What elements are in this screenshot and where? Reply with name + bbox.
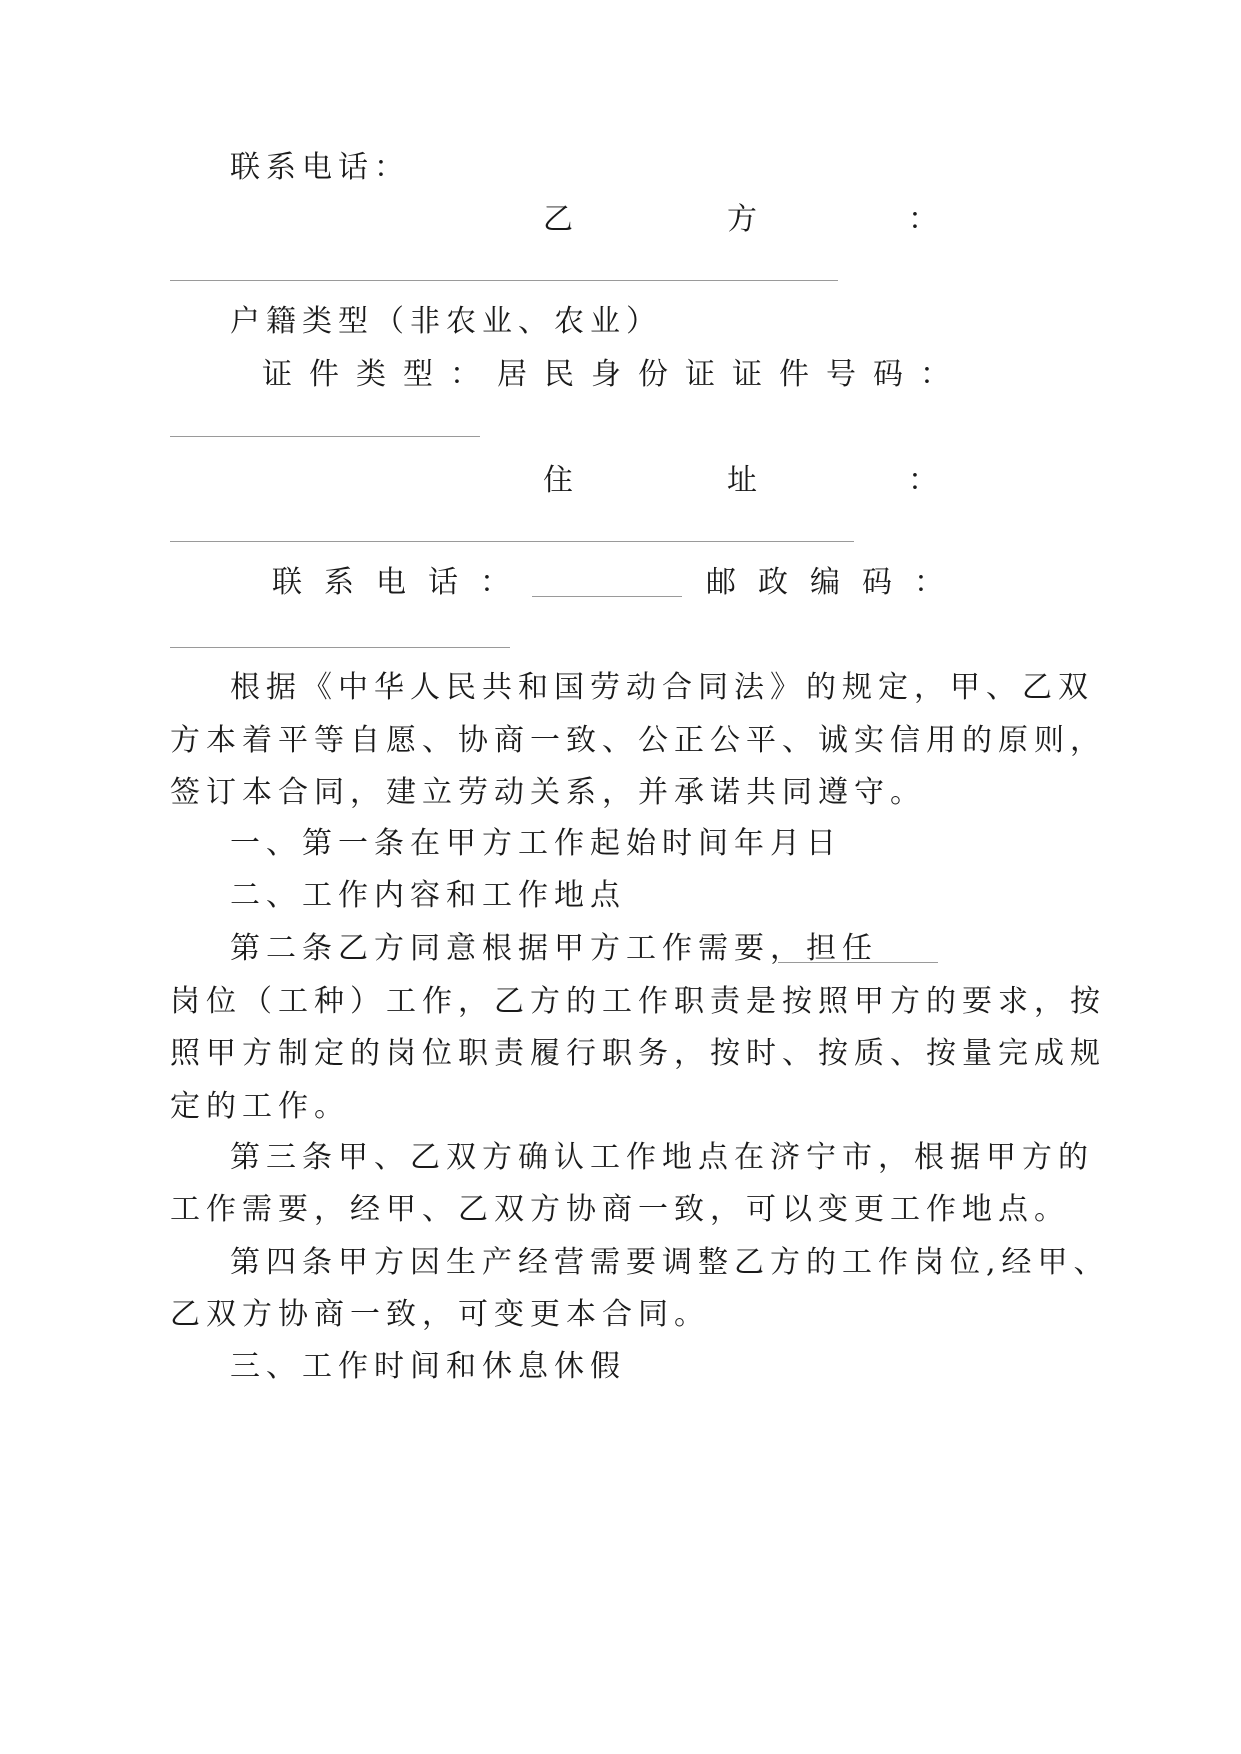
article-3-line-1: 第三条甲、乙双方确认工作地点在济宁市，根据甲方的 <box>230 1140 1094 1175</box>
id-type-line: 证件类型：居民身份证证件号码： <box>262 357 967 392</box>
party-b-phone-label: 联系电话： <box>272 565 532 600</box>
position-blank <box>778 962 938 963</box>
party-b-phone-blank <box>532 596 682 597</box>
article-4-line-1: 第四条甲方因生产经营需要调整乙方的工作岗位,经甲、 <box>230 1245 1110 1280</box>
section-2-heading: 二、工作内容和工作地点 <box>230 878 626 913</box>
party-b-label-char2: 方 <box>727 202 757 237</box>
party-b-name-blank <box>170 280 838 281</box>
id-number-blank <box>170 436 480 437</box>
party-b-label-char1: 乙 <box>543 202 573 237</box>
postcode-blank <box>170 647 510 648</box>
article-4-line-2: 乙双方协商一致，可变更本合同。 <box>170 1297 710 1332</box>
section-1-heading: 一、第一条在甲方工作起始时间年月日 <box>230 826 842 861</box>
party-a-phone-label: 联系电话： <box>230 150 410 185</box>
intro-line-3: 签订本合同，建立劳动关系，并承诺共同遵守。 <box>170 775 926 810</box>
article-2-line-2: 岗位（工种）工作，乙方的工作职责是按照甲方的要求，按 <box>170 984 1106 1019</box>
postcode-label: 邮政编码： <box>706 565 966 600</box>
intro-line-1: 根据《中华人民共和国劳动合同法》的规定，甲、乙双 <box>230 670 1094 705</box>
address-colon: ： <box>908 463 938 498</box>
address-char2: 址 <box>727 463 757 498</box>
section-3-heading: 三、工作时间和休息休假 <box>230 1349 626 1384</box>
article-2-line-4: 定的工作。 <box>170 1089 350 1124</box>
address-char1: 住 <box>543 463 573 498</box>
address-blank <box>170 541 854 542</box>
article-3-line-2: 工作需要，经甲、乙双方协商一致，可以变更工作地点。 <box>170 1192 1070 1227</box>
article-2-line-3: 照甲方制定的岗位职责履行职务，按时、按质、按量完成规 <box>170 1036 1106 1071</box>
article-2-line-1: 第二条乙方同意根据甲方工作需要，担任 <box>230 931 878 966</box>
hukou-type-line: 户籍类型（非农业、农业） <box>230 304 662 339</box>
party-b-label-colon: ： <box>908 202 938 237</box>
intro-line-2: 方本着平等自愿、协商一致、公正公平、诚实信用的原则， <box>170 723 1106 758</box>
